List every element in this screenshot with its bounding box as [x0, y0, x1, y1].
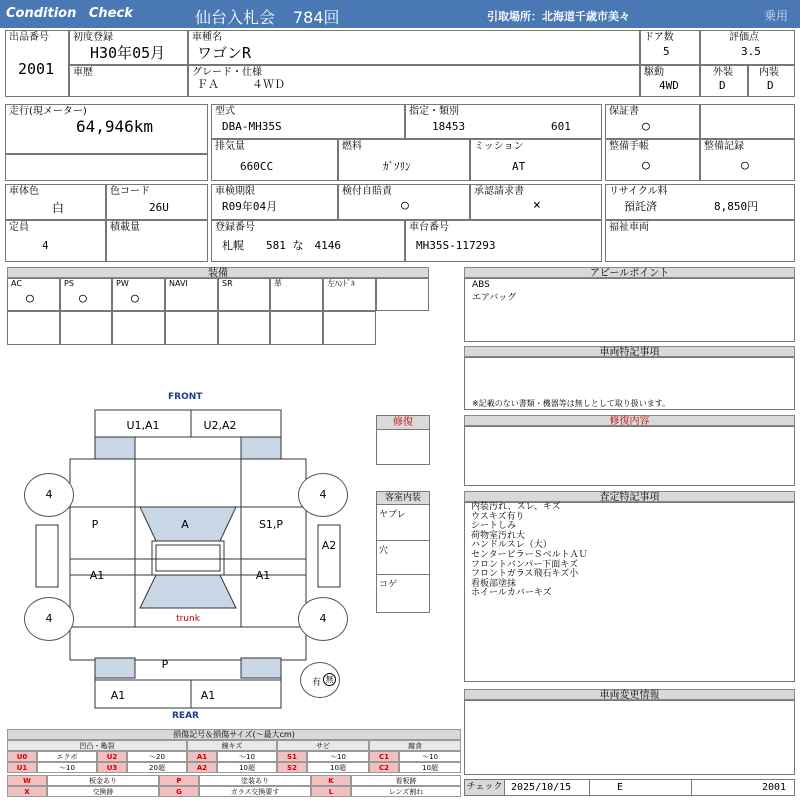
first-reg: H30年05月	[90, 44, 166, 62]
exterior-grade: D	[719, 79, 726, 92]
legend-code: U0	[7, 751, 37, 762]
right-rear-door: A1	[255, 569, 271, 582]
legend-groups: 凹凸・亀裂 線キズ サビ 腐食	[7, 740, 461, 751]
special-box	[464, 357, 795, 410]
color-cell: 車体色 白	[5, 184, 106, 220]
legend-text: 10超	[217, 762, 277, 773]
appeal-title: アピールポイント	[464, 267, 795, 278]
doors-cell: ドア数 5	[640, 30, 700, 65]
capacity: 4	[42, 239, 49, 252]
equipment-row2-3	[112, 311, 165, 345]
lot-number: 2001	[18, 60, 55, 78]
claim: ×	[533, 198, 541, 213]
capacity-cell: 定員 4	[5, 220, 106, 262]
vehicle-category: 乗用	[764, 9, 789, 23]
front-label: FRONT	[168, 392, 203, 402]
insurance: ○	[401, 198, 409, 213]
special-note: ※記載のない書類・機器等は無しとして取り扱います。	[472, 399, 671, 408]
legend-code: C1	[369, 751, 399, 762]
equipment-row2-5	[218, 311, 270, 345]
legend-text: 塗装あり	[199, 775, 311, 786]
legend-code: W	[7, 775, 47, 786]
legend-row-3	[7, 775, 461, 786]
legend-row-1	[7, 751, 461, 762]
claim-cell: 承認請求書 ×	[470, 184, 602, 220]
warranty-cell-right	[700, 104, 795, 139]
rear-left-bumper: A1	[110, 689, 126, 702]
appeal-line-1: ABS	[472, 280, 490, 290]
front-right-bumper: U2,A2	[203, 419, 237, 432]
mission: AT	[512, 160, 526, 173]
inspector-line: ハンドルスレ（大）	[471, 540, 552, 551]
legend-code: A1	[187, 751, 217, 762]
rear-label: REAR	[172, 711, 199, 721]
legend-code: L	[311, 786, 351, 797]
recycle-cell: リサイクル料 預託済 8,850円	[605, 184, 795, 220]
interior-tear: ヤブレ	[379, 510, 406, 520]
equipment-row2-7	[323, 311, 376, 345]
left-front-door: P	[91, 518, 99, 531]
legend-code: U3	[97, 762, 127, 773]
model-name-cell: 車種名 ワゴンR	[188, 30, 640, 65]
reg-no: 札幌 581 な 4146	[222, 239, 341, 252]
recycle-fee: 8,850円	[714, 200, 759, 213]
equipment-ps: PS ○	[60, 278, 112, 311]
welfare-cell: 福祉車両	[605, 220, 795, 262]
legend-code: S1	[277, 751, 307, 762]
inspector-line: ウスキズ有り	[471, 511, 525, 522]
inspection-expiry: R09年04月	[222, 200, 278, 213]
score: 3.5	[741, 45, 761, 58]
legend-text: 〜10	[217, 751, 277, 762]
mission-cell: ミッション AT	[470, 139, 602, 181]
inspector-line: フロントバンパー下面キズ	[471, 559, 579, 570]
equipment-navi: NAVI	[165, 278, 218, 311]
footer-row	[464, 779, 795, 796]
drive-cell: 駆動 4WD	[640, 65, 700, 97]
equipment-lhd: 左ﾊﾝﾄﾞﾙ	[323, 278, 376, 311]
manual-cell: 整備手帳 ○	[605, 139, 700, 181]
legend-text: 10超	[307, 762, 369, 773]
footer-date: 2025/10/15	[511, 782, 572, 793]
fuel: ｶﾞｿﾘﾝ	[383, 160, 411, 173]
repair-content-box	[464, 426, 795, 486]
interior-burn: コゲ	[379, 580, 398, 590]
legend-code: A2	[187, 762, 217, 773]
mileage: 64,946km	[76, 117, 154, 136]
interior-cell: 内装 D	[748, 65, 795, 97]
equipment-row2-1	[7, 311, 60, 345]
history-cell: 車歴	[69, 65, 188, 97]
inspector-line: 看板部塗抹	[471, 578, 517, 589]
mileage-cell: 走行(現メーター) 64,946km	[5, 104, 208, 154]
equipment-pw: PW ○	[112, 278, 165, 311]
grade-cell: グレード・仕様 ＦＡ ４ＷＤ	[188, 65, 640, 97]
tire-front-left: 4	[24, 473, 74, 517]
record-cell: 整備記録 ○	[700, 139, 795, 181]
chassis: MH35S-117293	[416, 239, 496, 252]
spare-no-mark: 無	[323, 673, 336, 686]
equipment-sr: SR	[218, 278, 270, 311]
type-cell: 型式 DBA-MH35S	[211, 104, 405, 139]
tire-rear-right: 4	[298, 597, 348, 641]
legend-code: X	[7, 786, 47, 797]
legend-text: 10超	[399, 762, 461, 773]
footer-lot: 2001	[762, 782, 787, 793]
footer-check-label: チェック	[465, 780, 505, 795]
tire-rear-left: 4	[24, 597, 74, 641]
displacement: 660CC	[240, 160, 274, 173]
legend-code: G	[159, 786, 199, 797]
displacement-cell: 排気量 660CC	[211, 139, 338, 181]
designation: 18453	[432, 120, 466, 133]
footer-grade: E	[617, 782, 624, 793]
doors: 5	[663, 45, 670, 58]
equipment-leather: 革	[270, 278, 323, 311]
legend-code: K	[311, 775, 351, 786]
spare-yes: 有	[312, 678, 322, 688]
inspection-cell: 車検期限 R09年04月	[211, 184, 338, 220]
recycle-status: 預託済	[624, 200, 657, 213]
equipment-title: 装備	[7, 267, 429, 278]
inspector-lines	[471, 503, 588, 599]
legend-text: 板金あり	[47, 775, 159, 786]
appeal-line-2: エアバッグ	[472, 293, 517, 303]
inspector-title: 査定特記事項	[464, 491, 795, 502]
legend-text: 看板跡	[351, 775, 461, 786]
model-name: ワゴンR	[197, 44, 252, 62]
tire-front-right: 4	[298, 473, 348, 517]
equipment-row2-6	[270, 311, 323, 345]
repair-box	[376, 415, 430, 465]
pickup-location: 引取場所：北海道千歳市美々	[487, 10, 630, 23]
special-title: 車両特記事項	[464, 346, 795, 357]
type: DBA-MH35S	[222, 120, 282, 133]
repair-box-title: 修復	[377, 416, 429, 430]
roof: A	[181, 518, 189, 531]
legend-text: ガラス交換要す	[199, 786, 311, 797]
inspector-line: センターピラーＳベルトＡＵ	[471, 549, 588, 560]
right-front-door: S1,P	[258, 518, 284, 531]
manual: ○	[642, 158, 650, 173]
color: 白	[52, 201, 65, 215]
load-cell: 積載量	[106, 220, 208, 262]
legend-text: 〜10	[37, 762, 97, 773]
auction-number: 784回	[293, 8, 340, 27]
equipment-blank	[376, 278, 429, 311]
grade: ＦＡ ４ＷＤ	[197, 78, 285, 91]
repair-content-title: 修復内容	[464, 415, 795, 426]
inspector-line: シートしみ	[471, 521, 517, 532]
legend-code: P	[159, 775, 199, 786]
color-code-cell: 色コード 26U	[106, 184, 208, 220]
lot-cell: 出品番号 2001	[5, 30, 69, 97]
legend-text: 20超	[127, 762, 187, 773]
legend-code: S2	[277, 762, 307, 773]
insurance-cell: 検付自賠責 ○	[338, 184, 470, 220]
exterior-cell: 外装 D	[700, 65, 748, 97]
equipment-row2-2	[60, 311, 112, 345]
rear-right-bumper: A1	[200, 689, 216, 702]
legend-text: 〜10	[399, 751, 461, 762]
trunk-label: trunk	[176, 614, 200, 624]
change-box	[464, 700, 795, 775]
legend-text: レンズ割れ	[351, 786, 461, 797]
interior-box-title: 客室内装	[377, 492, 429, 505]
legend-text: 交換跡	[47, 786, 159, 797]
category-no: 601	[551, 120, 571, 133]
auction-name: 仙台入札会	[195, 8, 276, 27]
mileage-cell-lower	[5, 154, 208, 181]
score-cell: 評価点 3.5	[700, 30, 795, 65]
designation-cell: 指定・類別 18453 601	[405, 104, 602, 139]
legend-code: U1	[7, 762, 37, 773]
front-left-bumper: U1,A1	[126, 419, 160, 432]
appeal-box	[464, 278, 795, 342]
legend-title: 損傷記号＆損傷サイズ(〜最大cm)	[7, 729, 461, 740]
interior-hole: 穴	[379, 546, 389, 556]
warranty-cell: 保証書 ○	[605, 104, 700, 139]
legend-row-4	[7, 786, 461, 797]
warranty: ○	[642, 119, 650, 134]
legend-row-2	[7, 762, 461, 773]
inspector-line: フロントガラス飛石キズ小	[471, 569, 579, 580]
equipment-row2-4	[165, 311, 218, 345]
interior-grade: D	[767, 79, 774, 92]
right-mirror: A2	[321, 539, 337, 552]
inspector-line: 内装汚れ、スレ、キズ	[471, 502, 561, 512]
legend-code: U2	[97, 751, 127, 762]
first-reg-cell: 初度登録 H30年05月	[69, 30, 188, 65]
equipment-ac: AC ○	[7, 278, 60, 311]
reg-no-cell: 登録番号 札幌 581 な 4146	[211, 220, 405, 262]
inspector-line: 荷物室汚れ大	[471, 530, 526, 541]
inspector-line: ホイールカバーキズ	[471, 588, 552, 599]
record: ○	[741, 158, 749, 173]
tailgate: P	[161, 658, 169, 671]
chassis-cell: 車台番号 MH35S-117293	[405, 220, 602, 262]
legend-text: 〜20	[127, 751, 187, 762]
change-title: 車両変更情報	[464, 689, 795, 700]
legend-text: エクボ	[37, 751, 97, 762]
legend-code: C2	[369, 762, 399, 773]
left-rear-door: A1	[89, 569, 105, 582]
legend-text: 〜10	[307, 751, 369, 762]
drive: 4WD	[659, 79, 679, 92]
interior-box	[376, 491, 430, 613]
fuel-cell: 燃料 ｶﾞｿﾘﾝ	[338, 139, 470, 181]
color-code: 26U	[149, 201, 169, 214]
spare-tire	[300, 662, 340, 698]
condition-check-title: Condition Check	[6, 6, 133, 21]
